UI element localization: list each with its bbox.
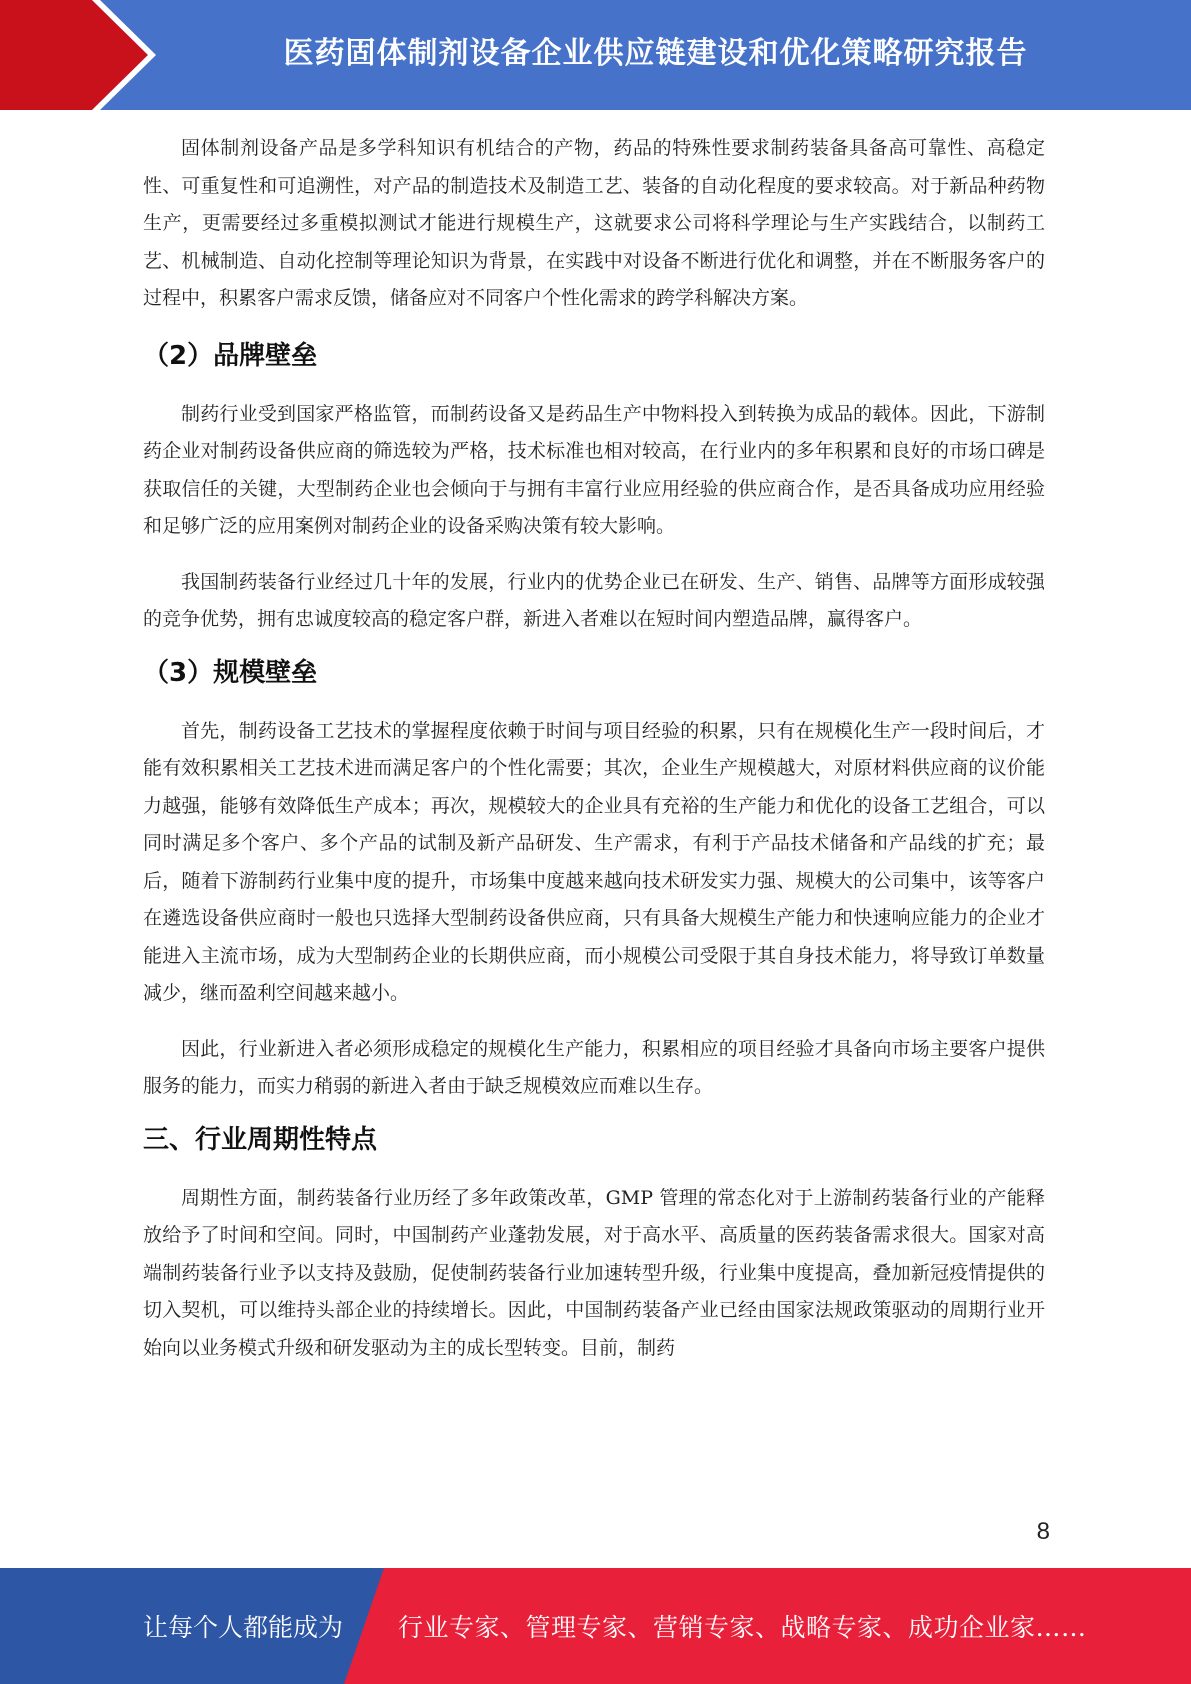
document-body xyxy=(143,130,1045,1367)
paragraph-scale-details: 首先，制药设备工艺技术的掌握程度依赖于时间与项目经验的积累，只有在规模化生产一段时间后，才能有效积累相关工艺技术进而满足客户的个性化需要；其次，企业生产规模越大，对原材料供应商的议价能力越强，能够有效降低生产成本；再次，规模较大的企业具有充裕的生产能力和优化的设备工艺组合，可以同时满足多个客户、多个产品的试制及新产品研发、生产需求，有利于产品技术储备和产品线的扩充；最后，随着下游制药行业集中度的提升，市场集中度越来越向技术研发实力强、规模大的公司集中，该等客户在遴选设备供应商时一般也只选择大型制药设备供应商，只有具备大规模生产能力和快速响应能力的企业才能进入主流市场，成为大型制药企业的长期供应商，而小规模公司受限于其自身技术能力，将导致订单数量减少，继而盈利空间越来越小。 xyxy=(143,719,1045,1004)
paragraph-scale-conclusion: 因此，行业新进入者必须形成稳定的规模化生产能力，积累相应的项目经验才具备向市场主要客户提供服务的能力，而实力稍弱的新进入者由于缺乏规模效应而难以生存。 xyxy=(143,1037,1045,1097)
page-number: 8 xyxy=(1036,1518,1050,1545)
paragraph-technology: 固体制剂设备产品是多学科知识有机结合的产物，药品的特殊性要求制药装备具备高可靠性、高稳定性、可重复性和可追溯性，对产品的制造技术及制造工艺、装备的自动化程度的要求较高。对于新品种药物生产，更需要经过多重模拟测试才能进行规模生产，这就要求公司将科学理论与生产实践结合，以制药工艺、机械制造、自动化控制等理论知识为背景，在实践中对设备不断进行优化和调整，并在不断服务客户的过程中，积累客户需求反馈，储备应对不同客户个性化需求的跨学科解决方案。 xyxy=(143,137,1045,309)
paragraph-brand-competition: 我国制药装备行业经过几十年的发展，行业内的优势企业已在研发、生产、销售、品牌等方面形成较强的竞争优势，拥有忠诚度较高的稳定客户群，新进入者难以在短时间内塑造品牌，赢得客户。 xyxy=(143,570,1045,630)
paragraph-brand-regulation: 制药行业受到国家严格监管，而制药设备又是药品生产中物料投入到转换为成品的载体。因此，下游制药企业对制药设备供应商的筛选较为严格，技术标准也相对较高，在行业内的多年积累和良好的市场口碑是获取信任的关键，大型制药企业也会倾向于与拥有丰富行业应用经验的供应商合作，是否具备成功应用经验和足够广泛的应用案例对制药企业的设备采购决策有较大影响。 xyxy=(143,402,1045,537)
heading-scale-barrier: （3）规模壁垒 xyxy=(143,657,318,688)
heading-brand-barrier: （2）品牌壁垒 xyxy=(143,340,318,371)
footer-slogan-left: 让每个人都能成为 xyxy=(143,1613,344,1642)
footer-slogan-right: 行业专家、管理专家、营销专家、战略专家、成功企业家…… xyxy=(398,1613,1087,1642)
paragraph-cycle: 周期性方面，制药装备行业历经了多年政策改革，GMP 管理的常态化对于上游制药装备行业的产能释放给予了时间和空间。同时，中国制药产业蓬勃发展，对于高水平、高质量的医药装备需求很大。国家对高端制药装备行业予以支持及鼓励，促使制药装备行业加速转型升级，行业集中度提高，叠加新冠疫情提供的切入契机，可以维持头部企业的持续增长。因此，中国制药装备产业已经由国家法规政策驱动的周期行业开始向以业务模式升级和研发驱动为主的成长型转变。目前，制药 xyxy=(143,1186,1045,1359)
heading-industry-cycle: 三、行业周期性特点 xyxy=(143,1124,378,1155)
header-banner xyxy=(0,0,1191,110)
footer-banner xyxy=(0,1568,1191,1684)
report-title: 医药固体制剂设备企业供应链建设和优化策略研究报告 xyxy=(283,36,1028,71)
